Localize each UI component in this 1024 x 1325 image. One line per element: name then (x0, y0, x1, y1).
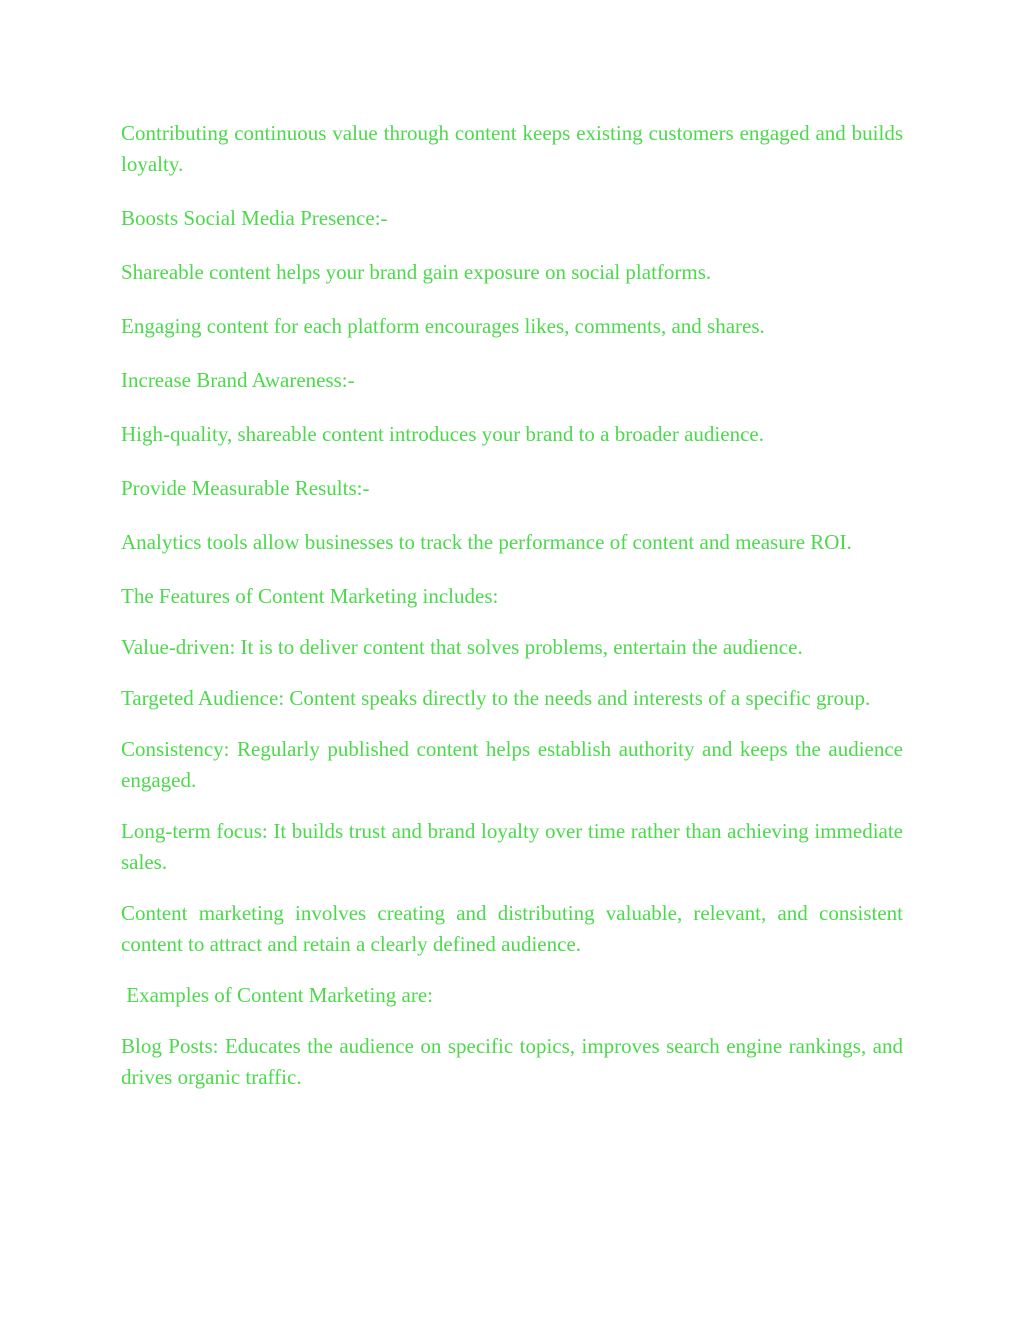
heading-features-content-marketing: The Features of Content Marketing includes: (121, 584, 499, 608)
paragraph-customer-loyalty: Contributing continuous value through content keeps existing customers engaged and builds loyalty. (121, 121, 903, 176)
paragraph-engaging-content: Engaging content for each platform encourages likes, comments, and shares. (121, 314, 765, 338)
paragraph-high-quality-content: High-quality, shareable content introduces your brand to a broader audience. (121, 422, 764, 446)
document-page (121, 118, 903, 1093)
heading-examples-content-marketing: Examples of Content Marketing are: (121, 983, 433, 1007)
paragraph-analytics-tools: Analytics tools allow businesses to track the performance of content and measure ROI. (121, 530, 852, 554)
paragraph-content-marketing-definition: Content marketing involves creating and distributing valuable, relevant, and consistent content to attract and retain a clearly defined audience. (121, 901, 903, 956)
paragraph-shareable-content: Shareable content helps your brand gain exposure on social platforms. (121, 260, 712, 284)
paragraph-consistency: Consistency: Regularly published content helps establish authority and keeps the audience engaged. (121, 737, 903, 792)
paragraph-value-driven: Value-driven: It is to deliver content that solves problems, entertain the audience. (121, 635, 803, 659)
heading-measurable-results: Provide Measurable Results:- (121, 476, 370, 500)
paragraph-blog-posts: Blog Posts: Educates the audience on specific topics, improves search engine rankings, and drives organic traffic. (121, 1034, 903, 1089)
paragraph-targeted-audience: Targeted Audience: Content speaks directly to the needs and interests of a specific group. (121, 686, 871, 710)
paragraph-long-term-focus: Long-term focus: It builds trust and brand loyalty over time rather than achieving immediate sales. (121, 819, 903, 874)
heading-social-media-presence: Boosts Social Media Presence:- (121, 206, 388, 230)
heading-brand-awareness: Increase Brand Awareness:- (121, 368, 355, 392)
